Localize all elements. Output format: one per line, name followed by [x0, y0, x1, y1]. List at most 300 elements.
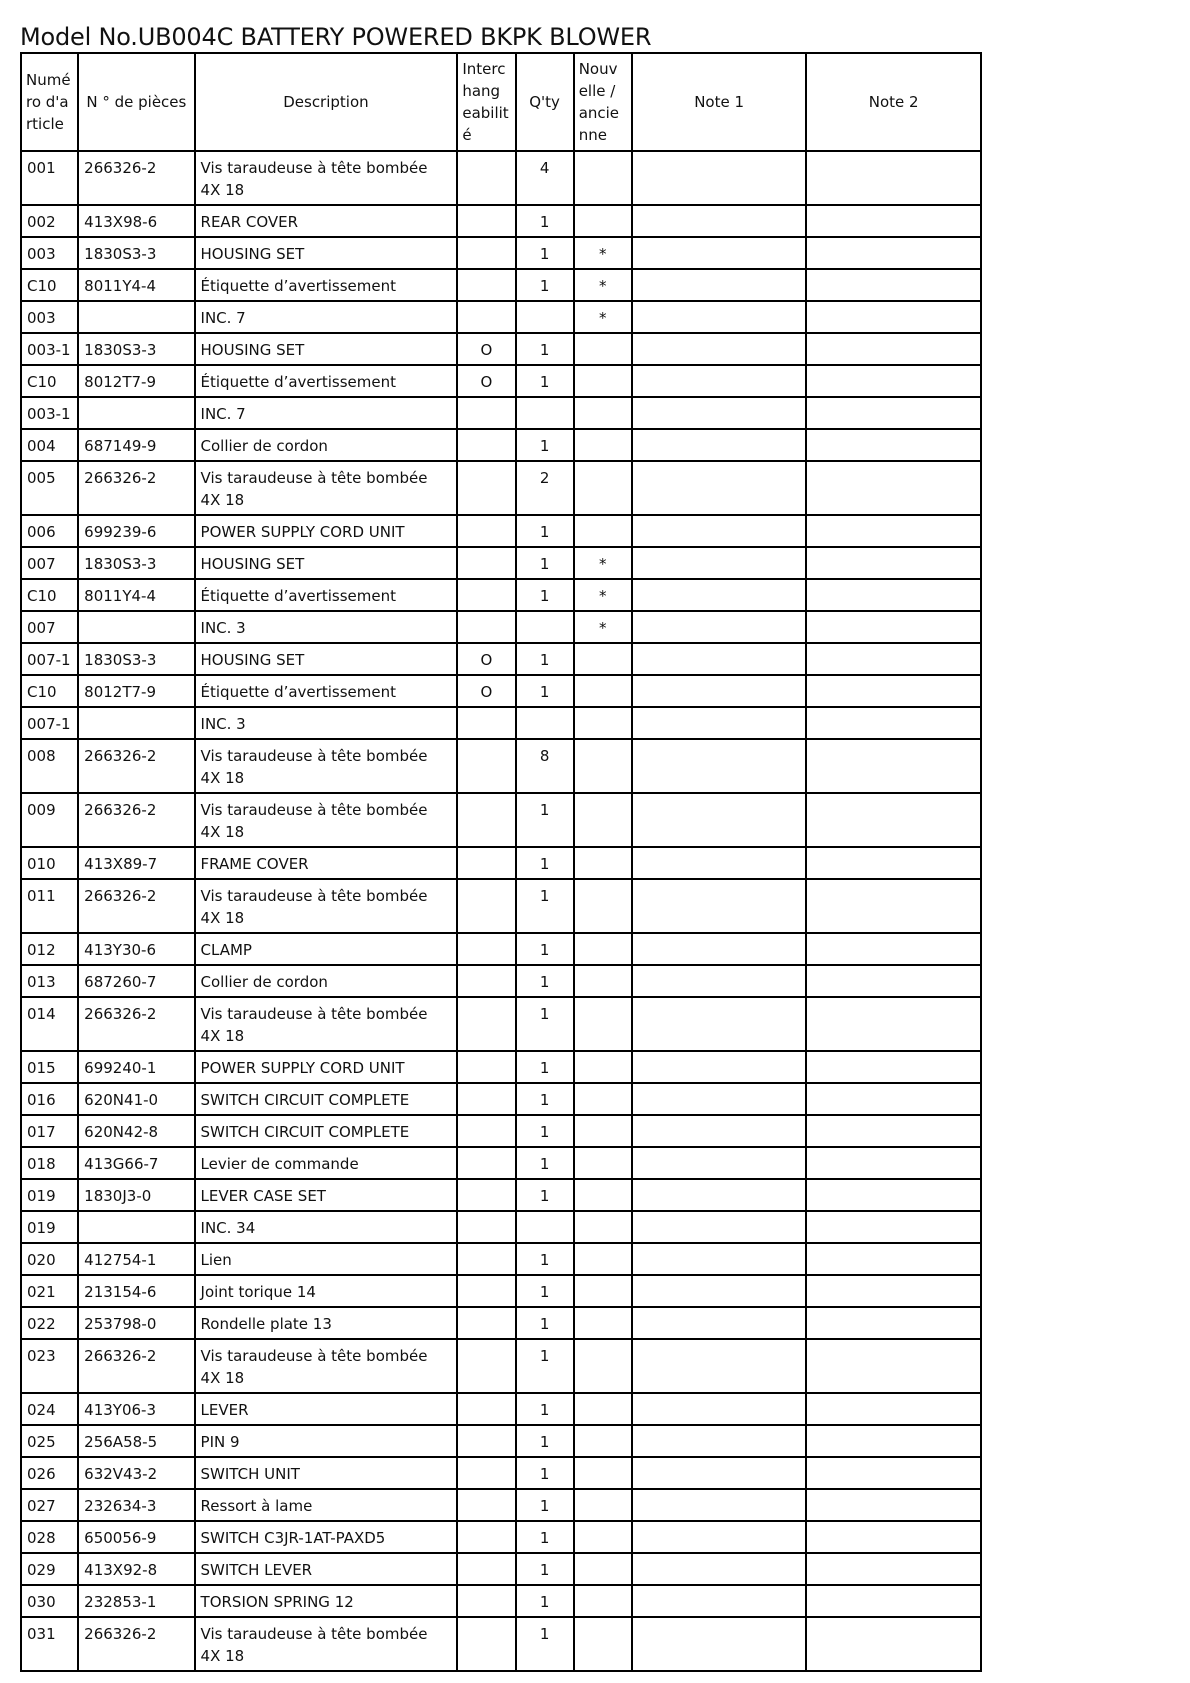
- note-1-cell: [632, 1553, 807, 1585]
- note-1-cell: [632, 1147, 807, 1179]
- note-1-cell: [632, 643, 807, 675]
- description-cell: Vis taraudeuse à tête bombée 4X 18: [195, 461, 458, 515]
- part-number-cell: 256A58-5: [78, 1425, 194, 1457]
- table-row: [21, 333, 981, 365]
- note-2-cell: [806, 397, 981, 429]
- item-number-cell: 007-1: [21, 643, 78, 675]
- new-old-cell: [574, 707, 632, 739]
- part-number-cell: 632V43-2: [78, 1457, 194, 1489]
- quantity-cell: 1: [516, 847, 574, 879]
- quantity-cell: 1: [516, 1339, 574, 1393]
- table-row: [21, 611, 981, 643]
- part-number-cell: 1830S3-3: [78, 643, 194, 675]
- note-1-cell: [632, 611, 807, 643]
- part-number-cell: 699240-1: [78, 1051, 194, 1083]
- note-2-cell: [806, 547, 981, 579]
- description-cell: Étiquette d’avertissement: [195, 579, 458, 611]
- interchangeability-cell: [457, 933, 515, 965]
- note-2-cell: [806, 933, 981, 965]
- table-row: [21, 1457, 981, 1489]
- item-number-cell: 004: [21, 429, 78, 461]
- interchangeability-cell: [457, 611, 515, 643]
- quantity-cell: 1: [516, 965, 574, 997]
- quantity-cell: [516, 611, 574, 643]
- table-header-row: [21, 53, 981, 151]
- note-2-cell: [806, 301, 981, 333]
- interchangeability-cell: [457, 1307, 515, 1339]
- new-old-cell: [574, 997, 632, 1051]
- part-number-cell: 253798-0: [78, 1307, 194, 1339]
- note-1-cell: [632, 1457, 807, 1489]
- quantity-cell: 8: [516, 739, 574, 793]
- note-2-cell: [806, 1393, 981, 1425]
- table-row: [21, 1585, 981, 1617]
- description-cell: Vis taraudeuse à tête bombée 4X 18: [195, 793, 458, 847]
- new-old-cell: *: [574, 547, 632, 579]
- note-2-cell: [806, 965, 981, 997]
- item-number-cell: 003: [21, 237, 78, 269]
- item-number-cell: 013: [21, 965, 78, 997]
- table-row: [21, 1617, 981, 1671]
- item-number-cell: 018: [21, 1147, 78, 1179]
- interchangeability-cell: [457, 1179, 515, 1211]
- part-number-cell: 266326-2: [78, 1339, 194, 1393]
- interchangeability-cell: [457, 793, 515, 847]
- part-number-cell: 413X92-8: [78, 1553, 194, 1585]
- description-cell: Vis taraudeuse à tête bombée 4X 18: [195, 151, 458, 205]
- note-1-cell: [632, 1051, 807, 1083]
- new-old-cell: [574, 793, 632, 847]
- note-2-cell: [806, 1521, 981, 1553]
- part-number-cell: 1830S3-3: [78, 237, 194, 269]
- quantity-cell: 1: [516, 643, 574, 675]
- item-number-cell: 027: [21, 1489, 78, 1521]
- description-cell: HOUSING SET: [195, 643, 458, 675]
- description-cell: SWITCH C3JR-1AT-PAXD5: [195, 1521, 458, 1553]
- note-2-cell: [806, 269, 981, 301]
- part-number-cell: 413X89-7: [78, 847, 194, 879]
- note-1-cell: [632, 793, 807, 847]
- interchangeability-cell: [457, 1617, 515, 1671]
- table-row: [21, 269, 981, 301]
- table-row: [21, 847, 981, 879]
- note-1-cell: [632, 1243, 807, 1275]
- part-number-cell: 413Y30-6: [78, 933, 194, 965]
- item-number-cell: 020: [21, 1243, 78, 1275]
- note-2-cell: [806, 1179, 981, 1211]
- note-1-cell: [632, 1425, 807, 1457]
- description-cell: POWER SUPPLY CORD UNIT: [195, 1051, 458, 1083]
- item-number-cell: C10: [21, 675, 78, 707]
- new-old-cell: [574, 151, 632, 205]
- table-row: [21, 739, 981, 793]
- item-number-cell: 011: [21, 879, 78, 933]
- note-1-cell: [632, 1275, 807, 1307]
- quantity-cell: 1: [516, 1617, 574, 1671]
- table-row: [21, 965, 981, 997]
- header-note-1: Note 1: [632, 53, 807, 151]
- part-number-cell: 266326-2: [78, 1617, 194, 1671]
- quantity-cell: [516, 397, 574, 429]
- item-number-cell: 015: [21, 1051, 78, 1083]
- note-1-cell: [632, 579, 807, 611]
- interchangeability-cell: [457, 1489, 515, 1521]
- interchangeability-cell: O: [457, 643, 515, 675]
- new-old-cell: [574, 1339, 632, 1393]
- note-1-cell: [632, 1083, 807, 1115]
- part-number-cell: 266326-2: [78, 461, 194, 515]
- description-cell: Vis taraudeuse à tête bombée 4X 18: [195, 1617, 458, 1671]
- table-row: [21, 237, 981, 269]
- note-2-cell: [806, 333, 981, 365]
- part-number-cell: 413Y06-3: [78, 1393, 194, 1425]
- note-2-cell: [806, 1553, 981, 1585]
- quantity-cell: 1: [516, 997, 574, 1051]
- interchangeability-cell: [457, 1243, 515, 1275]
- quantity-cell: [516, 707, 574, 739]
- interchangeability-cell: O: [457, 365, 515, 397]
- part-number-cell: 699239-6: [78, 515, 194, 547]
- item-number-cell: 006: [21, 515, 78, 547]
- note-2-cell: [806, 1147, 981, 1179]
- header-new-old: Nouv elle / ancie nne: [574, 53, 632, 151]
- quantity-cell: 1: [516, 1307, 574, 1339]
- quantity-cell: 1: [516, 269, 574, 301]
- interchangeability-cell: [457, 879, 515, 933]
- quantity-cell: 1: [516, 333, 574, 365]
- table-row: [21, 1553, 981, 1585]
- new-old-cell: [574, 365, 632, 397]
- new-old-cell: [574, 933, 632, 965]
- new-old-cell: [574, 1425, 632, 1457]
- note-2-cell: [806, 879, 981, 933]
- item-number-cell: 021: [21, 1275, 78, 1307]
- part-number-cell: [78, 397, 194, 429]
- note-1-cell: [632, 365, 807, 397]
- description-cell: INC. 3: [195, 611, 458, 643]
- new-old-cell: *: [574, 579, 632, 611]
- quantity-cell: 1: [516, 1457, 574, 1489]
- note-2-cell: [806, 847, 981, 879]
- table-row: [21, 1393, 981, 1425]
- interchangeability-cell: [457, 429, 515, 461]
- description-cell: HOUSING SET: [195, 547, 458, 579]
- table-row: [21, 879, 981, 933]
- part-number-cell: 266326-2: [78, 151, 194, 205]
- table-row: [21, 1147, 981, 1179]
- new-old-cell: [574, 397, 632, 429]
- table-row: [21, 1339, 981, 1393]
- item-number-cell: 030: [21, 1585, 78, 1617]
- quantity-cell: 1: [516, 579, 574, 611]
- new-old-cell: *: [574, 301, 632, 333]
- note-1-cell: [632, 1115, 807, 1147]
- note-1-cell: [632, 997, 807, 1051]
- interchangeability-cell: [457, 1115, 515, 1147]
- item-number-cell: 008: [21, 739, 78, 793]
- table-row: [21, 675, 981, 707]
- interchangeability-cell: [457, 1585, 515, 1617]
- item-number-cell: 003-1: [21, 333, 78, 365]
- note-2-cell: [806, 1115, 981, 1147]
- new-old-cell: [574, 205, 632, 237]
- item-number-cell: 028: [21, 1521, 78, 1553]
- note-2-cell: [806, 1425, 981, 1457]
- interchangeability-cell: [457, 1393, 515, 1425]
- interchangeability-cell: O: [457, 675, 515, 707]
- note-2-cell: [806, 1051, 981, 1083]
- quantity-cell: 1: [516, 1521, 574, 1553]
- note-2-cell: [806, 675, 981, 707]
- description-cell: Vis taraudeuse à tête bombée 4X 18: [195, 879, 458, 933]
- item-number-cell: C10: [21, 579, 78, 611]
- part-number-cell: 413G66-7: [78, 1147, 194, 1179]
- description-cell: Ressort à lame: [195, 1489, 458, 1521]
- part-number-cell: 413X98-6: [78, 205, 194, 237]
- table-row: [21, 397, 981, 429]
- quantity-cell: 1: [516, 547, 574, 579]
- part-number-cell: 266326-2: [78, 739, 194, 793]
- quantity-cell: 1: [516, 879, 574, 933]
- item-number-cell: 023: [21, 1339, 78, 1393]
- interchangeability-cell: [457, 1553, 515, 1585]
- quantity-cell: 1: [516, 365, 574, 397]
- new-old-cell: [574, 1585, 632, 1617]
- interchangeability-cell: [457, 1521, 515, 1553]
- table-row: [21, 151, 981, 205]
- note-1-cell: [632, 965, 807, 997]
- note-2-cell: [806, 1307, 981, 1339]
- quantity-cell: 1: [516, 1275, 574, 1307]
- new-old-cell: [574, 1243, 632, 1275]
- description-cell: Lien: [195, 1243, 458, 1275]
- description-cell: SWITCH LEVER: [195, 1553, 458, 1585]
- quantity-cell: 1: [516, 1179, 574, 1211]
- header-quantity: Q'ty: [516, 53, 574, 151]
- note-1-cell: [632, 237, 807, 269]
- note-1-cell: [632, 269, 807, 301]
- new-old-cell: [574, 965, 632, 997]
- description-cell: POWER SUPPLY CORD UNIT: [195, 515, 458, 547]
- item-number-cell: 019: [21, 1211, 78, 1243]
- note-1-cell: [632, 1521, 807, 1553]
- new-old-cell: [574, 515, 632, 547]
- description-cell: Étiquette d’avertissement: [195, 675, 458, 707]
- new-old-cell: [574, 1275, 632, 1307]
- table-row: [21, 707, 981, 739]
- table-row: [21, 365, 981, 397]
- part-number-cell: 8012T7-9: [78, 365, 194, 397]
- interchangeability-cell: [457, 1339, 515, 1393]
- note-2-cell: [806, 1457, 981, 1489]
- item-number-cell: C10: [21, 365, 78, 397]
- quantity-cell: 1: [516, 1553, 574, 1585]
- part-number-cell: [78, 1211, 194, 1243]
- note-2-cell: [806, 205, 981, 237]
- note-2-cell: [806, 237, 981, 269]
- note-1-cell: [632, 1489, 807, 1521]
- interchangeability-cell: [457, 707, 515, 739]
- note-2-cell: [806, 429, 981, 461]
- part-number-cell: 620N41-0: [78, 1083, 194, 1115]
- new-old-cell: [574, 1489, 632, 1521]
- table-row: [21, 1425, 981, 1457]
- note-1-cell: [632, 1179, 807, 1211]
- description-cell: INC. 7: [195, 397, 458, 429]
- note-1-cell: [632, 1307, 807, 1339]
- new-old-cell: [574, 333, 632, 365]
- description-cell: Joint torique 14: [195, 1275, 458, 1307]
- description-cell: PIN 9: [195, 1425, 458, 1457]
- item-number-cell: 002: [21, 205, 78, 237]
- description-cell: Levier de commande: [195, 1147, 458, 1179]
- table-row: [21, 547, 981, 579]
- quantity-cell: 1: [516, 1489, 574, 1521]
- interchangeability-cell: [457, 1425, 515, 1457]
- description-cell: Rondelle plate 13: [195, 1307, 458, 1339]
- part-number-cell: 232853-1: [78, 1585, 194, 1617]
- new-old-cell: [574, 1521, 632, 1553]
- quantity-cell: 1: [516, 1083, 574, 1115]
- item-number-cell: 010: [21, 847, 78, 879]
- note-1-cell: [632, 547, 807, 579]
- description-cell: INC. 3: [195, 707, 458, 739]
- quantity-cell: 1: [516, 675, 574, 707]
- note-1-cell: [632, 1339, 807, 1393]
- note-2-cell: [806, 151, 981, 205]
- note-2-cell: [806, 707, 981, 739]
- item-number-cell: 017: [21, 1115, 78, 1147]
- item-number-cell: 001: [21, 151, 78, 205]
- interchangeability-cell: [457, 151, 515, 205]
- quantity-cell: [516, 301, 574, 333]
- new-old-cell: *: [574, 611, 632, 643]
- table-row: [21, 1051, 981, 1083]
- description-cell: Vis taraudeuse à tête bombée 4X 18: [195, 997, 458, 1051]
- part-number-cell: 412754-1: [78, 1243, 194, 1275]
- description-cell: Étiquette d’avertissement: [195, 269, 458, 301]
- new-old-cell: [574, 1211, 632, 1243]
- quantity-cell: 1: [516, 1243, 574, 1275]
- table-row: [21, 1083, 981, 1115]
- part-number-cell: 1830S3-3: [78, 547, 194, 579]
- note-2-cell: [806, 461, 981, 515]
- new-old-cell: [574, 1115, 632, 1147]
- note-1-cell: [632, 879, 807, 933]
- table-row: [21, 1521, 981, 1553]
- description-cell: Collier de cordon: [195, 429, 458, 461]
- note-1-cell: [632, 333, 807, 365]
- note-2-cell: [806, 739, 981, 793]
- quantity-cell: 1: [516, 1425, 574, 1457]
- header-part-number: N ° de pièces: [78, 53, 194, 151]
- item-number-cell: 024: [21, 1393, 78, 1425]
- interchangeability-cell: [457, 1083, 515, 1115]
- quantity-cell: 1: [516, 1115, 574, 1147]
- new-old-cell: [574, 847, 632, 879]
- note-2-cell: [806, 1275, 981, 1307]
- item-number-cell: 005: [21, 461, 78, 515]
- item-number-cell: 025: [21, 1425, 78, 1457]
- note-2-cell: [806, 365, 981, 397]
- note-2-cell: [806, 611, 981, 643]
- interchangeability-cell: [457, 739, 515, 793]
- new-old-cell: [574, 1147, 632, 1179]
- part-number-cell: 8011Y4-4: [78, 269, 194, 301]
- description-cell: SWITCH CIRCUIT COMPLETE: [195, 1115, 458, 1147]
- interchangeability-cell: [457, 237, 515, 269]
- description-cell: Collier de cordon: [195, 965, 458, 997]
- table-row: [21, 1243, 981, 1275]
- new-old-cell: [574, 739, 632, 793]
- interchangeability-cell: [457, 1275, 515, 1307]
- table-row: [21, 1307, 981, 1339]
- new-old-cell: [574, 1393, 632, 1425]
- interchangeability-cell: [457, 515, 515, 547]
- note-2-cell: [806, 1339, 981, 1393]
- description-cell: REAR COVER: [195, 205, 458, 237]
- quantity-cell: 1: [516, 1147, 574, 1179]
- note-2-cell: [806, 515, 981, 547]
- new-old-cell: *: [574, 269, 632, 301]
- note-1-cell: [632, 461, 807, 515]
- header-interchangeability: Interc hang eabilit é: [457, 53, 515, 151]
- table-row: [21, 1489, 981, 1521]
- note-1-cell: [632, 707, 807, 739]
- note-1-cell: [632, 1393, 807, 1425]
- note-1-cell: [632, 429, 807, 461]
- note-1-cell: [632, 301, 807, 333]
- table-row: [21, 205, 981, 237]
- quantity-cell: 4: [516, 151, 574, 205]
- note-2-cell: [806, 1489, 981, 1521]
- table-row: [21, 301, 981, 333]
- interchangeability-cell: [457, 579, 515, 611]
- quantity-cell: [516, 1211, 574, 1243]
- description-cell: Vis taraudeuse à tête bombée 4X 18: [195, 1339, 458, 1393]
- note-2-cell: [806, 579, 981, 611]
- item-number-cell: 003-1: [21, 397, 78, 429]
- note-2-cell: [806, 1083, 981, 1115]
- description-cell: SWITCH UNIT: [195, 1457, 458, 1489]
- header-note-2: Note 2: [806, 53, 981, 151]
- note-1-cell: [632, 151, 807, 205]
- new-old-cell: [574, 879, 632, 933]
- part-number-cell: 620N42-8: [78, 1115, 194, 1147]
- interchangeability-cell: [457, 997, 515, 1051]
- description-cell: HOUSING SET: [195, 237, 458, 269]
- description-cell: Vis taraudeuse à tête bombée 4X 18: [195, 739, 458, 793]
- interchangeability-cell: [457, 397, 515, 429]
- description-cell: INC. 34: [195, 1211, 458, 1243]
- note-2-cell: [806, 1211, 981, 1243]
- item-number-cell: 007: [21, 611, 78, 643]
- note-2-cell: [806, 1243, 981, 1275]
- part-number-cell: 213154-6: [78, 1275, 194, 1307]
- description-cell: SWITCH CIRCUIT COMPLETE: [195, 1083, 458, 1115]
- new-old-cell: [574, 1307, 632, 1339]
- item-number-cell: 019: [21, 1179, 78, 1211]
- note-1-cell: [632, 1211, 807, 1243]
- parts-table: [20, 52, 982, 1672]
- part-number-cell: 266326-2: [78, 793, 194, 847]
- new-old-cell: [574, 1553, 632, 1585]
- item-number-cell: 007: [21, 547, 78, 579]
- interchangeability-cell: [457, 205, 515, 237]
- quantity-cell: 1: [516, 429, 574, 461]
- description-cell: CLAMP: [195, 933, 458, 965]
- new-old-cell: [574, 1051, 632, 1083]
